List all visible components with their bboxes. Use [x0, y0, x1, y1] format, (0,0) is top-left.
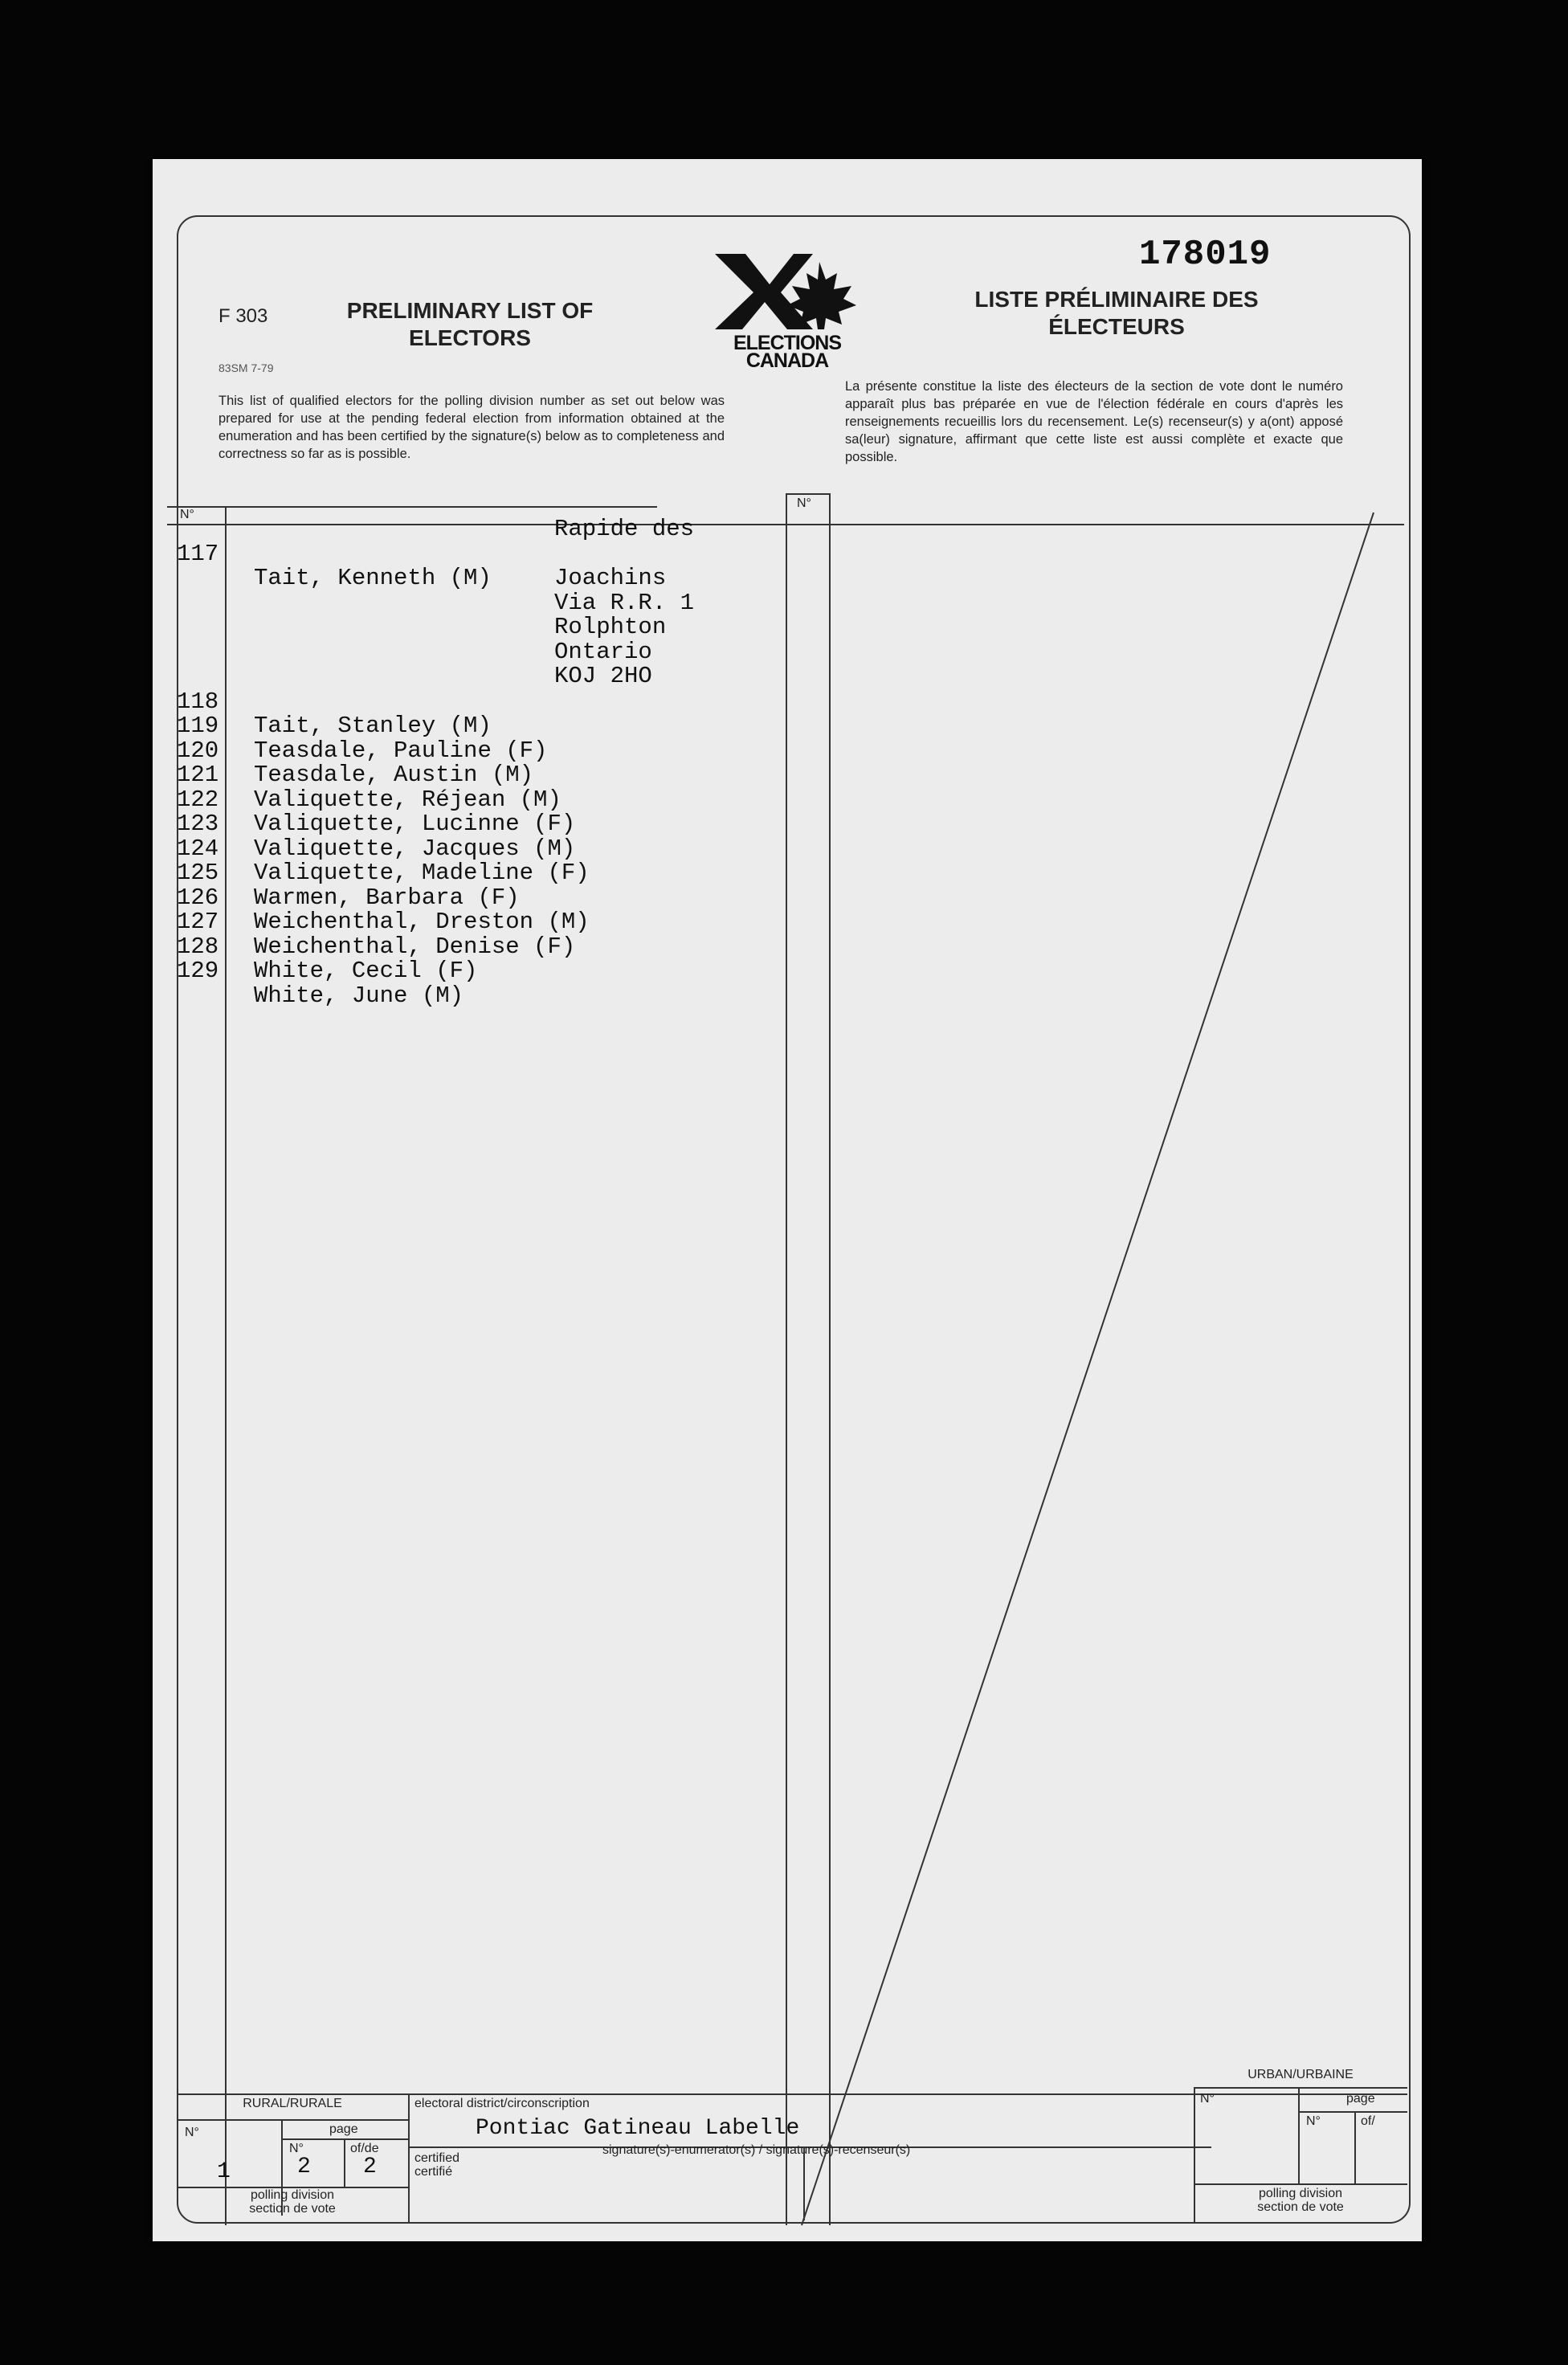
logo-line1: ELECTIONS: [733, 332, 842, 354]
district-value: Pontiac Gatineau Labelle: [476, 2116, 800, 2141]
document-page: [153, 159, 1422, 2241]
title-english-line1: PRELIMINARY LIST OF: [346, 298, 594, 323]
elector-number: 119: [177, 713, 219, 739]
elector-number: 128: [177, 933, 219, 960]
elector-list: [169, 517, 1052, 1160]
urban-rule: [1194, 2087, 1407, 2089]
elector-address-line: Joachins: [554, 565, 667, 591]
intro-text-english: This list of qualified electors for the polling division number as set out below was prepared for use at the pending federal election from information obtained at the enumeration and has been certified by the signature(s) below as to completeness and correctness so far as is possible.: [218, 394, 725, 461]
rural-block: [177, 2093, 408, 2222]
urban-no-label: N°: [1200, 2092, 1215, 2106]
rural-rule: [177, 2119, 408, 2121]
elector-address-line: Via R.R. 1: [554, 589, 695, 616]
elector-number: 121: [177, 762, 219, 788]
elector-name: Warmen, Barbara (F): [254, 884, 520, 911]
urban-divider: [1298, 2087, 1300, 2183]
elector-name: White, June (M): [254, 982, 464, 1009]
urban-page-label: page: [1346, 2092, 1375, 2106]
title-french-line1: LISTE PRÉLIMINAIRE DES: [974, 287, 1259, 312]
certified-label-en: certified: [414, 2151, 460, 2165]
urban-of-label: of/: [1361, 2114, 1375, 2128]
title-english-line2: ELECTORS: [409, 325, 531, 350]
elector-number: 120: [177, 737, 219, 764]
elector-name: Teasdale, Austin (M): [254, 762, 534, 788]
form-code: F 303: [218, 305, 268, 327]
title-french-line2: ÉLECTEURS: [1048, 314, 1185, 339]
elector-address-line: Ontario: [554, 638, 652, 665]
urban-polling-division-label: [1194, 2187, 1407, 2214]
urban-polling-label-en: polling division: [1258, 2187, 1343, 2200]
elector-address-line: Rolphton: [554, 614, 667, 640]
elector-number: 122: [177, 786, 219, 813]
urban-label: URBAN/URBAINE: [1247, 2068, 1354, 2081]
elector-number: 118: [177, 688, 219, 715]
signature-divider: [803, 2146, 805, 2220]
urban-page-divider: [1354, 2111, 1356, 2183]
elector-number: 129: [177, 958, 219, 984]
rural-label: RURAL/RURALE: [243, 2097, 342, 2110]
elector-name: Weichenthal, Denise (F): [254, 933, 576, 960]
polling-division-label: [177, 2188, 408, 2216]
urban-page-no-label: N°: [1306, 2114, 1321, 2128]
elector-name: White, Cecil (F): [254, 958, 478, 984]
polling-division-number: 1: [217, 2159, 231, 2184]
elector-name: Weichenthal, Dreston (M): [254, 909, 590, 935]
certified-label-fr: certifié: [414, 2165, 453, 2179]
page-total: 2: [363, 2155, 377, 2179]
elector-name: Valiquette, Jacques (M): [254, 835, 576, 862]
rural-page-label: page: [329, 2122, 358, 2136]
rural-page-no-label: N°: [289, 2142, 304, 2155]
elector-name: Tait, Stanley (M): [254, 713, 492, 739]
elector-address-line: Rapide des: [554, 516, 695, 542]
page-number: 2: [297, 2155, 311, 2179]
logo-line2: CANADA: [745, 349, 829, 372]
serial-number: 178019: [1139, 235, 1272, 275]
elector-number: 125: [177, 860, 219, 886]
elector-name: Valiquette, Madeline (F): [254, 860, 590, 886]
district-label: electoral district/circonscription: [414, 2097, 590, 2110]
urban-block: [1194, 2065, 1407, 2222]
left-no-header: N°: [180, 508, 194, 521]
polling-division-label-en: polling division: [250, 2188, 335, 2202]
rural-of-label: of/de: [350, 2142, 379, 2155]
elector-number: 124: [177, 835, 219, 862]
form-small-code: 83SM 7-79: [218, 361, 274, 374]
elector-number: 117: [177, 540, 219, 567]
certified-label: [414, 2151, 459, 2179]
elector-number: 126: [177, 884, 219, 911]
right-no-header: N°: [797, 496, 811, 510]
urban-page-rule: [1298, 2111, 1407, 2113]
elector-number: 127: [177, 909, 219, 935]
cancellation-diagonal-line: [153, 159, 1422, 2241]
rural-right-rule: [408, 2093, 410, 2222]
elector-name: Tait, Kenneth (M): [254, 565, 492, 591]
signature-label: signature(s)-enumerator(s) / signature(s)-recenseur(s): [602, 2143, 911, 2157]
elector-name: Valiquette, Réjean (M): [254, 786, 561, 813]
polling-division-label-fr: section de vote: [249, 2202, 336, 2216]
elector-address-line: KOJ 2HO: [554, 663, 652, 689]
rural-no-label: N°: [185, 2126, 199, 2139]
urban-polling-label-fr: section de vote: [1257, 2200, 1344, 2214]
rural-page-divider: [344, 2138, 345, 2187]
elector-name: Teasdale, Pauline (F): [254, 737, 548, 764]
intro-text-french: La présente constitue la liste des électeurs de la section de vote dont le numéro apparaît plus bas préparée en vue de l'élection fédérale en cours d'après les renseignements recueillis lors du recensement. Le(s) recenseur(s) y a(ont) apposé sa(leur) signature, affirmant que cette liste est aussi complète et exacte que possible.: [845, 379, 1343, 464]
elector-number: 123: [177, 811, 219, 837]
urban-bottom-rule: [1194, 2183, 1407, 2185]
elector-name: Valiquette, Lucinne (F): [254, 811, 576, 837]
